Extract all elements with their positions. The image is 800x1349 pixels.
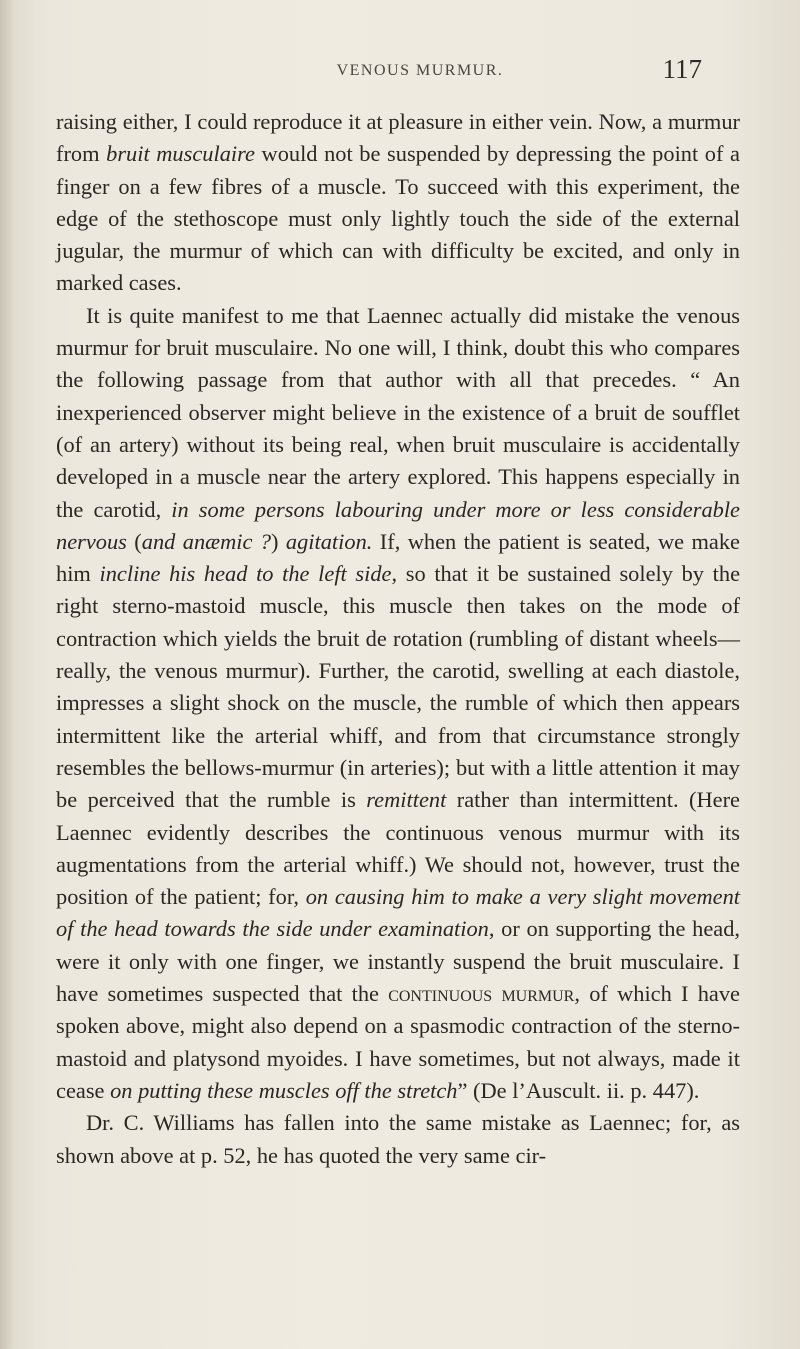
smallcaps-text: continuous murmur bbox=[388, 981, 575, 1007]
paragraph-3 bbox=[56, 1107, 740, 1172]
body-text-span: , or on supporting the head, were it only with one finger, we instantly suspend the bruit musculaire. I have sometimes suspected that the bbox=[56, 916, 740, 1007]
italic-text: incline his head to the left side bbox=[99, 561, 392, 587]
body-text-span: would not be suspended by depressing the point of a finger on a few fibres of a muscle. To succeed with this experiment, the edge of the stethoscope must only lightly touch the side of the external jugular, the murmur of which can with difficulty be excited, and only in marked cases. bbox=[56, 141, 740, 296]
italic-text: bruit musculaire bbox=[106, 141, 255, 167]
body-text-span: ” (De l’Auscult. ii. p. 447). bbox=[457, 1077, 700, 1103]
body-text-span: ( bbox=[126, 528, 142, 554]
running-head bbox=[0, 54, 800, 92]
italic-text: and anæmic ? bbox=[141, 528, 272, 554]
body-text-span: raising either, I could reproduce it at pleasure in either vein. Now, a murmur from bbox=[56, 109, 740, 167]
italic-text: on causing him to make a very slight movement of the head towards the side under examination bbox=[56, 884, 740, 942]
body-text-span: If, when the patient is seated, we make him bbox=[56, 528, 740, 587]
body-text-span: , of which I have spoken above, might also depend on a spasmodic contraction of the sterno-mastoid and platysond myoides. I have sometimes, but not always, made it cease bbox=[56, 981, 740, 1103]
page-number: 117 bbox=[662, 54, 702, 84]
italic-text: agitation. bbox=[285, 528, 373, 554]
running-title: VENOUS MURMUR. bbox=[336, 62, 504, 79]
body-text bbox=[56, 106, 740, 1172]
italic-text: in some persons labouring under more or less considerable nervous bbox=[56, 496, 740, 554]
body-text-span: , so that it be sustained solely by the right sterno-mastoid muscle, this muscle then takes on the mode of contraction which yields the bruit de rotation (rumbling of distant wheels—really, the venous murmur). Further, the carotid, swelling at each diastole, impresses a slight shock on the muscle, the rumble of which then appears intermittent like the arterial whiff, and from that circumstance strongly resembles the bellows-murmur (in arteries); but with a little attention it may be perceived that the rumble is bbox=[56, 561, 741, 813]
body-text-span: Dr. C. Williams has fallen into the same mistake as Laennec; for, as shown above at p. 52, he has quoted the very same cir- bbox=[56, 1110, 740, 1168]
body-text-span: rather than intermittent. (Here Laennec evidently describes the continuous venous murmur with its augmentations from the arterial whiff.) We should not, however, trust the position of the patient; for, bbox=[56, 787, 740, 910]
binding-shadow bbox=[0, 0, 14, 1349]
body-text-span: ) bbox=[271, 528, 286, 554]
italic-text: remittent bbox=[366, 787, 447, 813]
paragraph-1 bbox=[56, 106, 740, 300]
body-text-span: It is quite manifest to me that Laennec actually did mistake the venous murmur for bruit musculaire. No one will, I think, doubt this who compares the following passage from that author with all that precedes. “ An inexperienced observer might believe in the existence of a bruit de soufflet (of an artery) without its being real, when bruit musculaire is accidentally developed in a muscle near the artery explored. This happens especially in the carotid, bbox=[56, 302, 740, 522]
paragraph-2 bbox=[56, 300, 740, 1107]
italic-text: on putting these muscles off the stretch bbox=[110, 1077, 458, 1103]
